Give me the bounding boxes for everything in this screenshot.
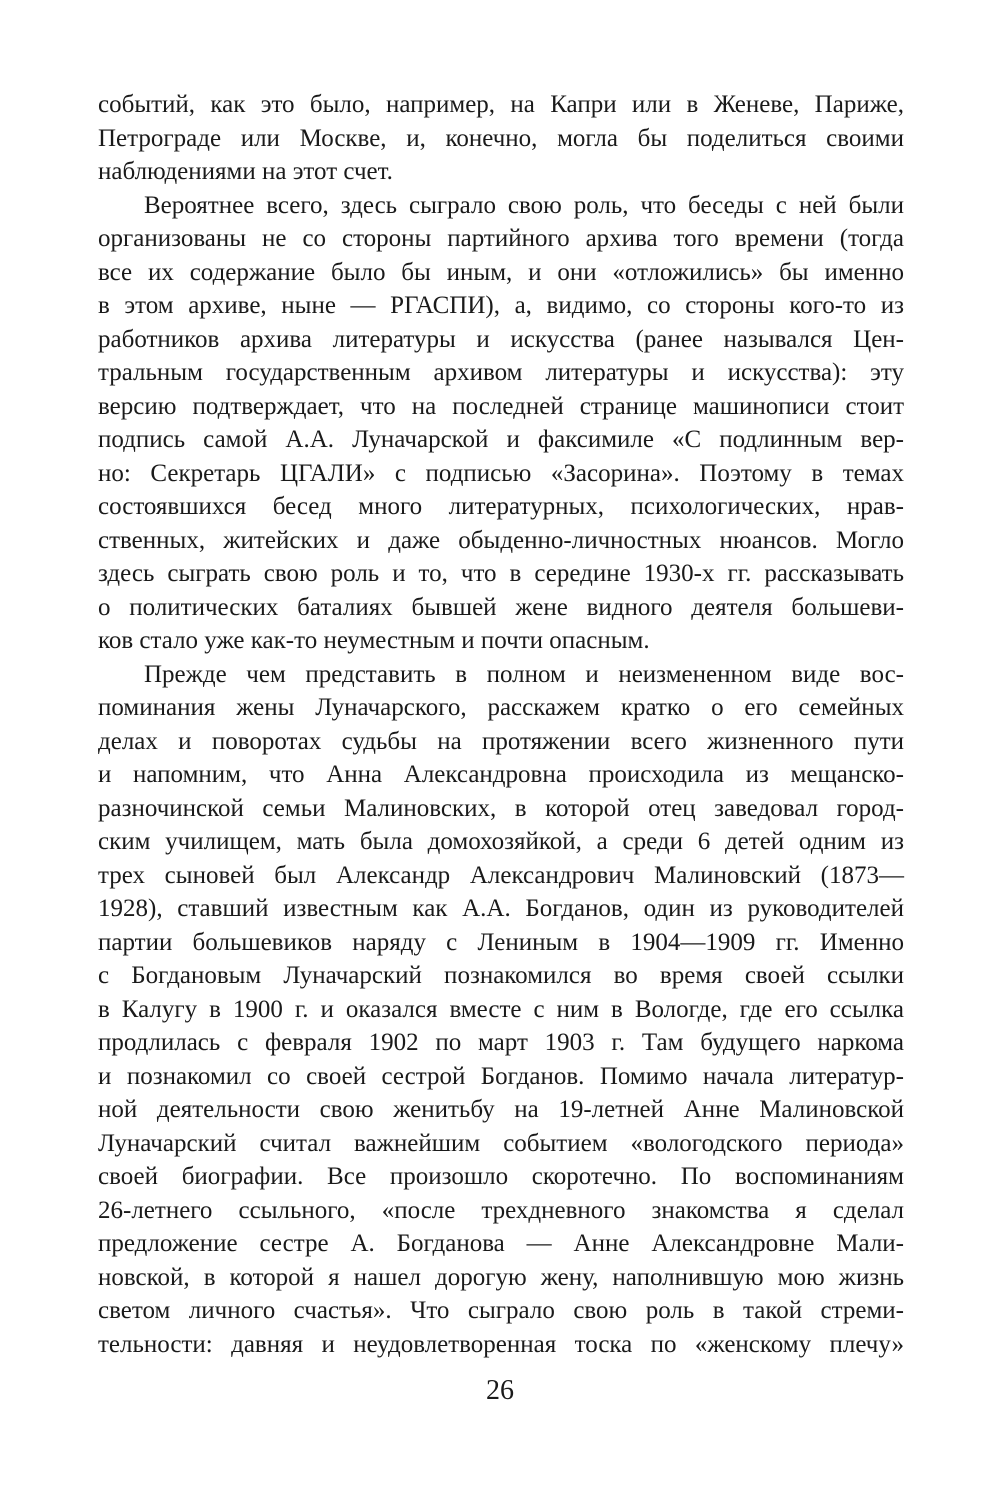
text-line: и познакомил со своей сестрой Богданов. Помимо начала литератур- <box>98 1062 904 1090</box>
page-number: 26 <box>486 1375 514 1406</box>
text-line: и напомним, что Анна Александровна происходила из мещанско- <box>98 761 904 788</box>
text-line: работников архива литературы и искусства (ранее назывался Цен- <box>98 325 904 353</box>
text-line: тральным государственным архивом литературы и искусства): эту <box>98 359 904 386</box>
text-line: о политических баталиях бывшей жене видного деятеля большеви- <box>98 593 904 621</box>
text-line: все их содержание было бы иным, и они «отложились» бы именно <box>98 258 904 286</box>
text-line: состоявшихся бесед много литературных, психологических, нрав- <box>98 493 904 520</box>
text-line: событий, как это было, например, на Капри или в Женеве, Париже, <box>98 91 904 118</box>
text-line: версию подтверждает, что на последней странице машинописи стоит <box>98 392 904 420</box>
text-line: здесь сыграть свою роль и то, что в середине 1930-х гг. рассказывать <box>98 560 904 587</box>
text-line: поминания жены Луначарского, расскажем кратко о его семейных <box>98 694 904 721</box>
text-line: ной деятельности свою женитьбу на 19-летней Анне Малиновской <box>98 1096 904 1123</box>
text-line: новской, в которой я нашел дорогую жену, наполнившую мою жизнь <box>98 1263 904 1291</box>
text-line: Петрограде или Москве, и, конечно, могла бы поделиться своими <box>98 124 904 152</box>
text-line: но: Секретарь ЦГАЛИ» с подписью «Засорина». Поэтому в темах <box>98 459 904 487</box>
text-line: 1928), ставший известным как А.А. Богданов, один из руководителей <box>98 895 904 922</box>
text-line: светом личного счастья». Что сыграло свою роль в такой стреми- <box>98 1297 904 1324</box>
text-line: своей биографии. Все произошло скоротечно. По воспоминаниям <box>98 1163 904 1190</box>
body-text <box>98 88 904 1361</box>
text-line: 26-летнего ссыльного, «после трехдневного знакомства я сделал <box>98 1196 904 1224</box>
text-line: продлилась с февраля 1902 по март 1903 г. Там будущего наркома <box>98 1029 904 1056</box>
text-line: подпись самой А.А. Луначарской и факсимиле «С подлинным вер- <box>98 426 904 453</box>
text-line: в этом архиве, ныне — РГАСПИ), а, видимо, со стороны кого-то из <box>98 292 904 319</box>
text-line: ков стало уже как-то неуместным и почти опасным. <box>98 627 650 654</box>
text-line: Прежде чем представить в полном и неизмененном виде вос- <box>144 660 904 688</box>
text-line: с Богдановым Луначарский познакомился во время своей ссылки <box>98 962 904 989</box>
text-line: Вероятнее всего, здесь сыграло свою роль, что беседы с ней были <box>144 191 904 219</box>
text-line: партии большевиков наряду с Лениным в 1904—1909 гг. Именно <box>98 928 904 956</box>
text-line: ским училищем, мать была домохозяйкой, а среди 6 детей одним из <box>98 828 904 855</box>
text-line: предложение сестре А. Богданова — Анне Александровне Мали- <box>98 1230 904 1257</box>
text-line: организованы не со стороны партийного архива того времени (тогда <box>98 225 904 252</box>
text-line: ственных, житейских и даже обыденно-личностных нюансов. Могло <box>98 526 904 554</box>
text-line: делах и поворотах судьбы на протяжении всего жизненного пути <box>98 727 904 755</box>
text-line: трех сыновей был Александр Александрович Малиновский (1873— <box>98 861 904 889</box>
text-line: Луначарский считал важнейшим событием «вологодского периода» <box>98 1129 904 1157</box>
text-line: наблюдениями на этот счет. <box>98 158 393 185</box>
text-line: разночинской семьи Малиновских, в которой отец заведовал город- <box>98 794 904 822</box>
text-line: тельности: давняя и неудовлетворенная тоска по «женскому плечу» <box>98 1330 904 1358</box>
text-line: в Калугу в 1900 г. и оказался вместе с ним в Вологде, где его ссылка <box>98 995 904 1023</box>
